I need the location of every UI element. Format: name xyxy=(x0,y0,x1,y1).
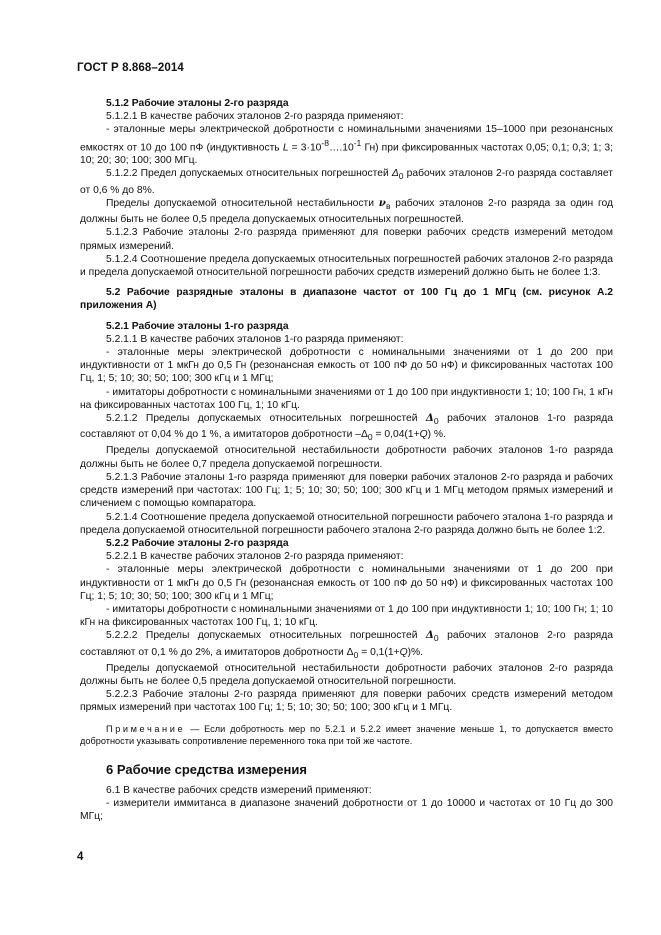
paragraph: Пределы допускаемой относительной нестабильности $\nu_в$ рабочих эталонов 2-го разряда за один год должны быть не более 0,5 предела допускаемых относительных погрешностей. xyxy=(80,196,613,226)
paragraph: - имитаторы добротности с номинальными значениями от 1 до 100 при индуктивности 1; 10; 100 Гн; 1; 10 кГн на фиксированных частотах 100 Гц, 1; 10 кГц. xyxy=(80,603,613,629)
paragraph: Пределы допускаемой относительной нестабильности добротности рабочих эталонов 2-го разряда должны быть не более 0,5 предела допускаемой относительной погрешности. xyxy=(80,662,613,688)
paragraph: 5.2.1.4 Соотношение предела допускаемой относительной погрешности рабочего эталона 1-го разряда и предела допускаемой относительной погрешности рабочего эталона 2-го разряда должно быть не более 1:2. xyxy=(80,511,613,536)
paragraph: Пределы допускаемой относительной нестабильности добротности рабочих эталонов 1-го разряда должны быть не более 0,7 предела допускаемой погрешности. xyxy=(80,445,613,470)
paragraph: 5.2.2.3 Рабочие эталоны 2-го разряда применяют для поверки рабочих средств измерений методом прямых измерений при частотах 100 Гц; 1; 5; 10; 30; 50; 100; 300 кГц и 1 МГц. xyxy=(80,689,613,714)
paragraph: 5.1.2.1 В качестве рабочих эталонов 2-го разряда применяют: xyxy=(106,111,404,123)
section-5-1-2-heading: 5.1.2 Рабочие эталоны 2-го разряда xyxy=(106,98,289,109)
paragraph: 5.2.1.1 В качестве рабочих эталонов 1-го разряда применяют: xyxy=(106,333,404,345)
paragraph: 5.1.2.3 Рабочие эталоны 2-го разряда применяют для поверки рабочих средств измерений методом прямых измерений. xyxy=(80,227,613,252)
section-5-2-2-heading: 5.2.2 Рабочие эталоны 2-го разряда xyxy=(106,537,289,549)
paragraph: 5.1.2.4 Соотношение предела допускаемых относительных погрешностей рабочих эталонов 2-го разряда и предела допускаемой относительной погрешности рабочих средств измерений должно быть не более 1:3. xyxy=(80,253,613,278)
note: Примечание — Если добротность мер по 5.2.1 и 5.2.2 имеет значение меньше 1, то допускается вместо добротности указывать сопротивление переменного тока при той же частоте. xyxy=(80,723,613,746)
paragraph: 6.1 В качестве рабочих средств измерений применяют: xyxy=(106,784,372,796)
paragraph: - имитаторы добротности с номинальными значениями от 1 до 100 при индуктивности 1; 10; 100 Гн, 1 кГн на фиксированных частотах 100 Гц, 1; 10 кГц. xyxy=(80,386,613,411)
paragraph: - измерители иммитанса в диапазоне значений добротности от 1 до 10000 и частотах от 10 Гц до 300 МГц; xyxy=(80,797,613,823)
document-body xyxy=(80,97,613,823)
paragraph: 5.2.1.2 Пределы допускаемых относительных погрешностей $\Delta_0$ рабочих эталонов 1-го разряда составляют от 0,04 % до 1 %, а имитаторов добротности $-\Delta_0 = 0,04(1+Q)$ %. xyxy=(80,411,613,443)
note-label: Примечание xyxy=(106,723,186,734)
section-6-heading: 6 Рабочие средства измерения xyxy=(106,761,307,777)
page-number: 4 xyxy=(77,851,84,863)
paragraph: - эталонные меры электрической добротности с номинальными значениями 15–1000 при резонансных емкостях от 10 до 100 пФ (индуктивность $L = 3\cdot 10^{-8}\dots.10^{-1}$ Гн) при фиксированных частотах 0,05; 0,1; 0,3; 1; 3; 10; 20; 30; 100; 300 МГц. xyxy=(80,124,614,167)
section-5-2-heading: 5.2 Рабочие разрядные эталоны в диапазоне частот от 100 Гц до 1 МГц (см. рисунок А.2 приложения А) xyxy=(80,287,613,312)
document-header: ГОСТ Р 8.868–2014 xyxy=(77,62,184,74)
paragraph: 5.2.2.1 В качестве рабочих эталонов 2-го разряда применяют: xyxy=(106,551,404,563)
section-5-2-1-heading: 5.2.1 Рабочие эталоны 1-го разряда xyxy=(106,320,289,332)
paragraph: 5.1.2.2 Предел допускаемых относительных погрешностей $\Delta_0$ рабочих эталонов 2-го разряда составляет от 0,6 % до 8%. xyxy=(80,168,613,196)
paragraph: 5.2.1.3 Рабочие эталоны 1-го разряда применяют для поверки рабочих эталонов 2-го разряда и рабочих средств измерений при частотах: 100 Гц; 1; 5; 10; 30; 50; 100; 300 кГц и 1 МГц методом прямых измерений и сличением с помощью компаратора. xyxy=(80,471,613,510)
paragraph: - эталонные меры электрической добротности с номинальными значениями от 1 до 200 при индуктивности от 1 мкГн до 0,5 Гн (резонансная емкость от 100 пФ до 50 нФ) и фиксированных частотах 100 Гц, 1; 5; 10; 30; 50; 100; 300 кГц и 1 МГц; xyxy=(80,346,613,385)
paragraph: - эталонные меры электрической добротности с номинальными значениями от 1 до 200 при индуктивности от 1 мкГн до 0,5 Гн (резонансная емкость от 100 пФ до 50 нФ) и фиксированных частотах 100 Гц; 1; 5; 10; 30; 50; 100; 300 кГц и 1 МГц; xyxy=(80,564,613,602)
paragraph: 5.2.2.2 Пределы допускаемых относительных погрешностей $\Delta_0$ рабочих эталонов 2-го разряда составляют от 0,1 % до 2%, а имитаторов добротности $\Delta_0 = 0,1(1+Q)\%$. xyxy=(80,629,613,660)
